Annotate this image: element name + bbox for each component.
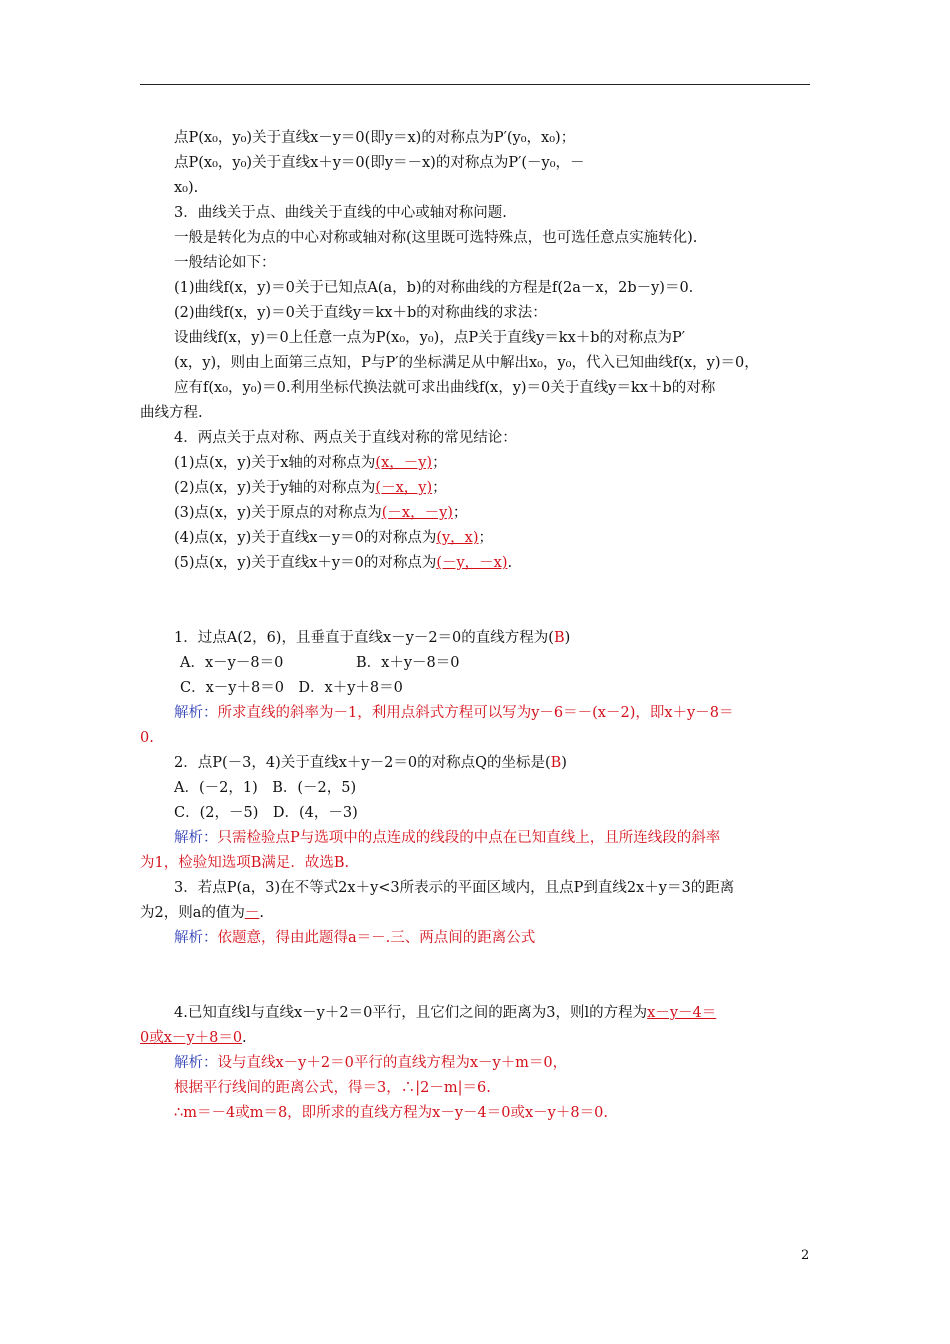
answer-choice: B	[553, 630, 565, 646]
answer-blank: (－x，－y)	[381, 505, 453, 521]
explanation-line: 0.	[140, 730, 154, 746]
answer-blank: x－y－4＝	[647, 1005, 717, 1021]
options-ab: A．(－2，1) B．(－2，5)	[174, 780, 357, 796]
text-line: 设曲线f(x，y)＝0上任意一点为P(x₀，y₀)，点P关于直线y＝kx＋b的对称点为P′	[174, 330, 686, 346]
explanation-label: 解析：	[174, 1055, 218, 1071]
text-line: 点P(x₀，y₀)关于直线x－y＝0(即y＝x)的对称点为P′(y₀，x₀)；	[174, 130, 576, 146]
question-3-stem: 为2，则a的值为－.	[140, 905, 264, 921]
text-line: 点P(x₀，y₀)关于直线x＋y＝0(即y＝－x)的对称点为P′(－y₀，－	[174, 155, 585, 171]
answer-blank: 0或x－y＋8＝0	[140, 1030, 243, 1046]
answer-blank: (－x，y)	[375, 480, 433, 496]
question-2-stem: 2．点P(－3，4)关于直线x＋y－2＝0的对称点Q的坐标是(B)	[174, 755, 567, 771]
options-cd: C．x－y＋8＝0 D．x＋y＋8＝0	[180, 680, 403, 696]
text-line: 4．两点关于点对称、两点关于直线对称的常见结论：	[174, 430, 517, 446]
explanation-line: 为1，检验知选项B满足．故选B.	[140, 855, 350, 871]
explanation-line: 解析：依题意，得由此题得a＝－.三、两点间的距离公式	[174, 930, 536, 946]
conclusion-line: (2)点(x，y)关于y轴的对称点为(－x，y)；	[174, 480, 447, 496]
options-cd: C．(2，－5) D．(4，－3)	[174, 805, 358, 821]
text-line: 应有f(x₀，y₀)＝0.利用坐标代换法就可求出曲线f(x，y)＝0关于直线y＝kx＋b的对称	[174, 380, 716, 396]
text-line: 3．曲线关于点、曲线关于直线的中心或轴对称问题.	[174, 205, 507, 221]
conclusion-line: (3)点(x，y)关于原点的对称点为(－x，－y)；	[174, 505, 468, 521]
answer-choice: B	[550, 755, 562, 771]
question-4-stem: 0或x－y＋8＝0.	[140, 1030, 247, 1046]
explanation-label: 解析：	[174, 705, 218, 721]
explanation-line: 解析：只需检验点P与选项中的点连成的线段的中点在已知直线上，且所连线段的斜率	[174, 830, 721, 846]
conclusion-line: (4)点(x，y)关于直线x－y＝0的对称点为(y，x)；	[174, 530, 494, 546]
option-a: A．x－y－8＝0	[180, 655, 284, 671]
explanation-label: 解析：	[174, 930, 218, 946]
answer-blank: (x，－y)	[375, 455, 433, 471]
text-line: x₀).	[174, 180, 199, 196]
text-line: 一般结论如下：	[174, 255, 276, 271]
text-line: (2)曲线f(x，y)＝0关于直线y＝kx＋b的对称曲线的求法：	[174, 305, 547, 321]
question-1-stem: 1．过点A(2，6)，且垂直于直线x－y－2＝0的直线方程为(B)	[174, 630, 571, 646]
explanation-line: 解析：所求直线的斜率为－1，利用点斜式方程可以写为y－6＝－(x－2)，即x＋y－8＝	[174, 705, 734, 721]
explanation-label: 解析：	[174, 830, 218, 846]
text-line: (x，y)，则由上面第三点知，P与P′的坐标满足从中解出x₀，y₀，代入已知曲线f(x，y)＝0，	[174, 355, 759, 371]
answer-blank: (y，x)	[436, 530, 479, 546]
explanation-line: 根据平行线间的距离公式，得＝3，∴|2－m|＝6.	[174, 1080, 491, 1096]
question-4-stem: 4.已知直线l与直线x－y＋2＝0平行，且它们之间的距离为3，则l的方程为x－y－4＝	[174, 1005, 717, 1021]
text-line: (1)曲线f(x，y)＝0关于已知点A(a，b)的对称曲线的方程是f(2a－x，2b－y)＝0.	[174, 280, 694, 296]
text-line: 曲线方程.	[140, 405, 203, 421]
conclusion-line: (5)点(x，y)关于直线x＋y＝0的对称点为(－y，－x).	[174, 555, 513, 571]
answer-blank: (－y，－x)	[436, 555, 508, 571]
conclusion-line: (1)点(x，y)关于x轴的对称点为(x，－y)；	[174, 455, 447, 471]
page-number: 2	[801, 1248, 810, 1263]
explanation-line: 解析：设与直线x－y＋2＝0平行的直线方程为x－y＋m＝0，	[174, 1055, 568, 1071]
answer-blank: －	[244, 905, 260, 921]
text-line: 一般是转化为点的中心对称或轴对称(这里既可选特殊点，也可选任意点实施转化).	[174, 230, 698, 246]
option-b: B．x＋y－8＝0	[356, 655, 460, 671]
header-rule	[140, 84, 810, 85]
explanation-line: ∴m＝－4或m＝8，即所求的直线方程为x－y－4＝0或x－y＋8＝0.	[174, 1105, 608, 1121]
question-3-stem: 3．若点P(a，3)在不等式2x＋y<3所表示的平面区域内，且点P到直线2x＋y＝3的距离	[174, 880, 735, 896]
